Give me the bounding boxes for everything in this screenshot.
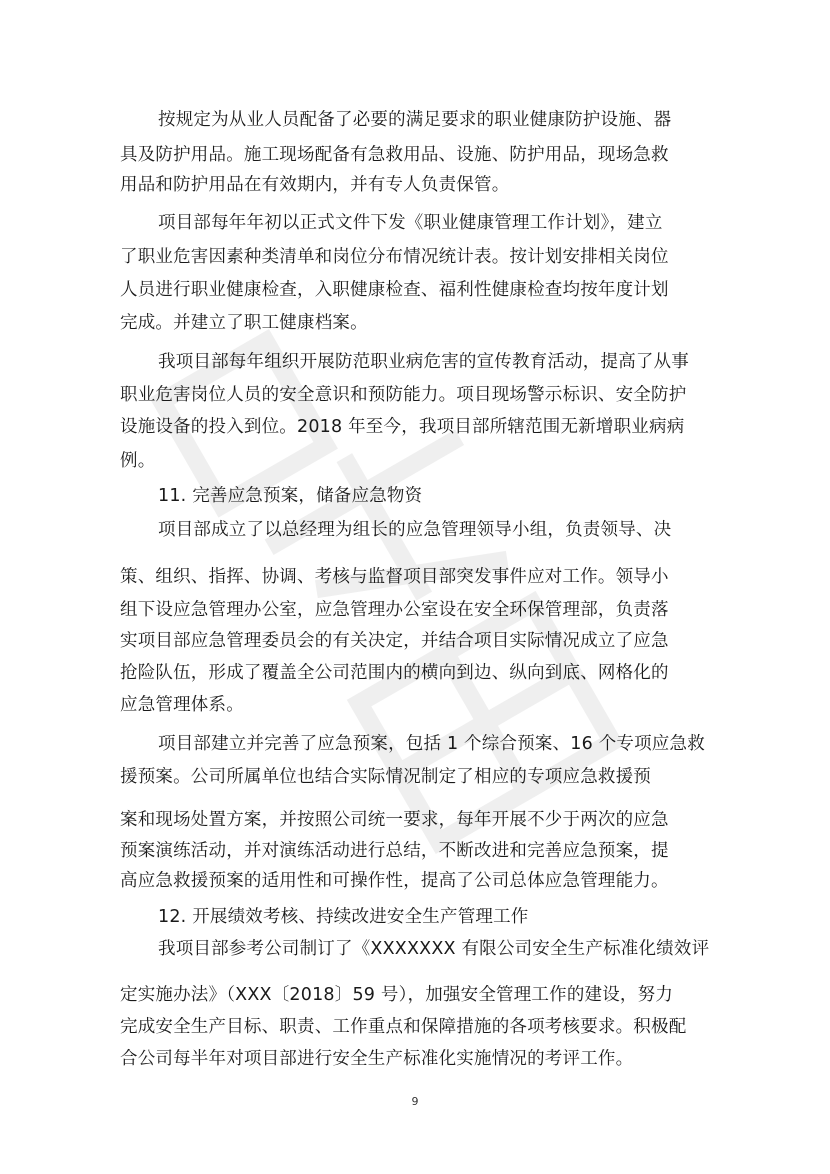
text-line: 应急管理体系。 bbox=[120, 695, 244, 715]
text-line: 按规定为从业人员配备了必要的满足要求的职业健康防护设施、器 bbox=[158, 110, 672, 130]
text-line: 项目部成立了以总经理为组长的应急管理领导小组，负责领导、决 bbox=[158, 520, 672, 540]
watermark-logo-icon bbox=[117, 239, 713, 941]
text-line: 完成。并建立了职工健康档案。 bbox=[120, 313, 368, 333]
text-line: 职业危害岗位人员的安全意识和预防能力。项目现场警示标识、安全防护 bbox=[120, 385, 687, 405]
text-line: 我项目部参考公司制订了《XXXXXXX 有限公司安全生产标准化绩效评 bbox=[158, 939, 710, 959]
text-line: 人员进行职业健康检查，入职健康检查、福利性健康检查均按年度计划 bbox=[120, 280, 669, 300]
text-line: 项目部每年年初以正式文件下发《职业健康管理工作计划》，建立 bbox=[158, 213, 663, 233]
text-line: 完成安全生产目标、职责、工作重点和保障措施的各项考核要求。积极配 bbox=[120, 1017, 687, 1037]
text-line: 设施设备的投入到位。2018 年至今，我项目部所辖范围无新增职业病病 bbox=[120, 417, 685, 437]
text-line: 案和现场处置方案，并按照公司统一要求，每年开展不少于两次的应急 bbox=[120, 810, 669, 830]
text-line: 实项目部应急管理委员会的有关决定，并结合项目实际情况成立了应急 bbox=[120, 631, 669, 651]
text-line: 用品和防护用品在有效期内，并有专人负责保管。 bbox=[120, 175, 510, 195]
text-line: 抢险队伍，形成了覆盖全公司范围内的横向到边、纵向到底、网格化的 bbox=[120, 663, 669, 683]
text-line: 组下设应急管理办公室，应急管理办公室设在安全环保管理部，负责落 bbox=[120, 600, 669, 620]
page-number: 9 bbox=[411, 1095, 419, 1108]
text-line: 援预案。公司所属单位也结合实际情况制定了相应的专项应急救援预 bbox=[120, 767, 651, 787]
text-line: 策、组织、指挥、协调、考核与监督项目部突发事件应对工作。领导小 bbox=[120, 567, 669, 587]
text-line: 项目部建立并完善了应急预案，包括 1 个综合预案、16 个专项应急救 bbox=[158, 734, 705, 754]
text-line: 具及防护用品。施工现场配备有急救用品、设施、防护用品，现场急救 bbox=[120, 145, 669, 165]
text-line: 定实施办法》（XXX〔2018〕59 号），加强安全管理工作的建设，努力 bbox=[120, 985, 674, 1005]
text-line: 了职业危害因素种类清单和岗位分布情况统计表。按计划安排相关岗位 bbox=[120, 247, 669, 267]
text-line: 高应急救援预案的适用性和可操作性，提高了公司总体应急管理能力。 bbox=[120, 871, 669, 891]
text-line: 我项目部每年组织开展防范职业病危害的宣传教育活动，提高了从事 bbox=[158, 352, 689, 372]
text-line: 例。 bbox=[120, 451, 156, 471]
section-heading: 12. 开展绩效考核、持续改进安全生产管理工作 bbox=[158, 907, 529, 927]
section-heading: 11. 完善应急预案，储备应急物资 bbox=[158, 486, 423, 506]
text-line: 预案演练活动，并对演练活动进行总结，不断改进和完善应急预案，提 bbox=[120, 841, 669, 861]
text-line: 合公司每半年对项目部进行安全生产标准化实施情况的考评工作。 bbox=[120, 1049, 634, 1069]
